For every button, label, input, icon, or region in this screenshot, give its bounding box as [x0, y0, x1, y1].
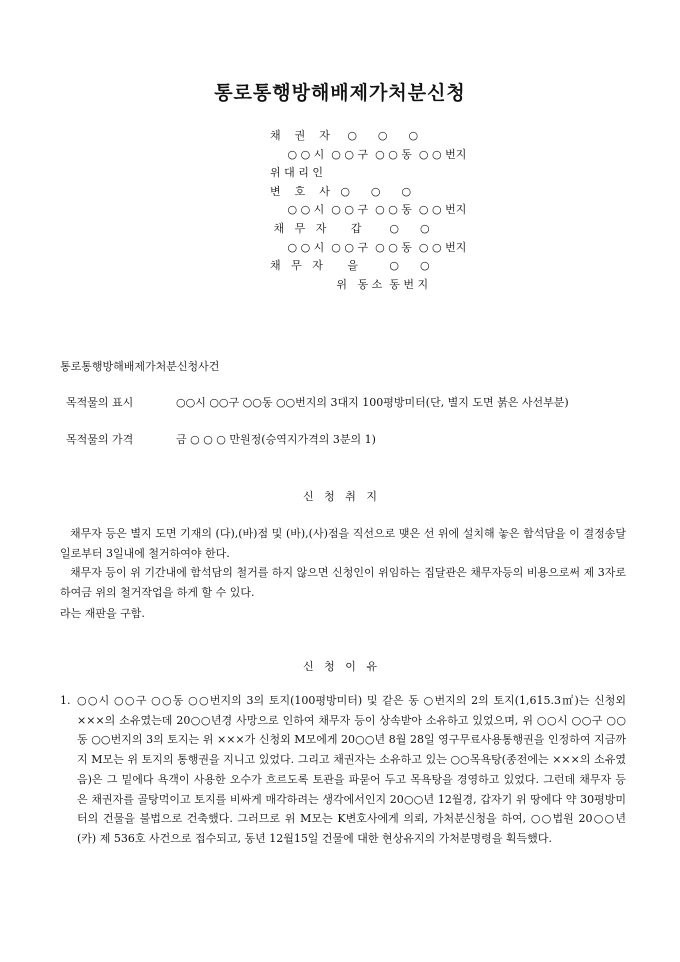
- object-description: [66, 394, 626, 412]
- debtor-a-line: 채 무 자 갑 ○ ○: [270, 221, 430, 235]
- lawyer-line: 변 호 사 ○ ○ ○: [270, 184, 412, 198]
- object-description-value: ○○시 ○○구 ○○동 ○○번지의 3대지 100평방미터(단, 별지 도면 붉은 사선부분): [176, 396, 569, 409]
- agent-label: 위 대 리 인: [270, 166, 323, 180]
- debtor-b-line: 채 무 자 을 ○ ○: [270, 259, 430, 273]
- reason-number: 1.: [60, 694, 71, 707]
- purpose-heading: 신 청 취 지: [303, 490, 377, 503]
- document-title: 통로통행방해배제가처분신청: [214, 82, 466, 104]
- object-price-label: 목적물의 가격: [66, 433, 134, 446]
- purpose-paragraph: 채무자 등이 위 기간내에 함석담의 철거를 하지 않으면 신청인이 위임하는 집달관은 채무자등의 비용으로써 제 3자로 하여금 위의 철거작업을 하게 할 수 있다.: [60, 566, 626, 599]
- lawyer-address: ○ ○ 시 ○ ○ 구 ○ ○ 동 ○ ○ 번지: [270, 203, 467, 217]
- object-price: [66, 431, 626, 449]
- purpose-closing: 라는 재판을 구함.: [60, 607, 145, 620]
- reason-text: ○○시 ○○구 ○○동 ○○번지의 3의 토지(100평방미터) 및 같은 동 ○번지의 2의 토지(1,615.3㎡)는 신청외 ×××의 소유였는데 20○○년경 사망으로 인하여 채무자 등이 상속받아 소유하고 있었으며, 위 ○○시 ○○구 ○○동 ○○번지의 3의 토지는 위 ×××가 신청외 M모에게 20○○년 8월 28일 영구무료사용통행권을 인정하여 지금까지 M모는 위 토지의 통행권을 지니고 있었다. 그리고 채권자는 소유하고 있는 ○○목욕탕(종전에는 ×××의 소유였음)은 그 밑에다 욕객이 사용한 오수가 흐르도록 토관을 파묻어 두고 목욕탕을 경영하고 있었다. 그런데 채무자 등은 채권자를 골탕먹이고 토지를 비싸게 매각하려는 생각에서인지 20○○년 12월경, 갑자기 위 땅에다 약 30평방미터의 건물을 불법으로 건축했다. 그러므로 위 M모는 K변호사에게 의뢰, 가처분신청을 하여, ○○법원 20○○년 (카) 제 536호 사건으로 접수되고, 동년 12월15일 건물에 대한 현상유지의 가처분명령을 획득했다.: [77, 694, 626, 845]
- object-price-value: 금 ○ ○ ○ 만원정(승역지가격의 3분의 1): [176, 433, 376, 446]
- parties-block: [270, 127, 650, 294]
- case-name: 통로통행방해배제가처분신청사건: [60, 360, 220, 373]
- reason-heading: 신 청 이 유: [303, 660, 377, 673]
- reason-item: [60, 691, 626, 849]
- object-description-label: 목적물의 표시: [66, 396, 134, 409]
- purpose-paragraph: 채무자 등은 별지 도면 기재의 (다),(바)점 및 (바),(사)점을 직선으로 맺은 선 위에 설치해 놓은 함석담을 이 결정송달일로부터 3일내에 철거하여야 한다.: [60, 527, 626, 560]
- creditor-line: 채 권 자 ○ ○ ○: [270, 129, 419, 142]
- debtor-b-address: 위 동 소 동 번 지: [270, 277, 429, 291]
- debtor-a-address: ○ ○ 시 ○ ○ 구 ○ ○ 동 ○ ○ 번지: [270, 240, 467, 254]
- creditor-address: ○ ○ 시 ○ ○ 구 ○ ○ 동 ○ ○ 번지: [270, 147, 467, 161]
